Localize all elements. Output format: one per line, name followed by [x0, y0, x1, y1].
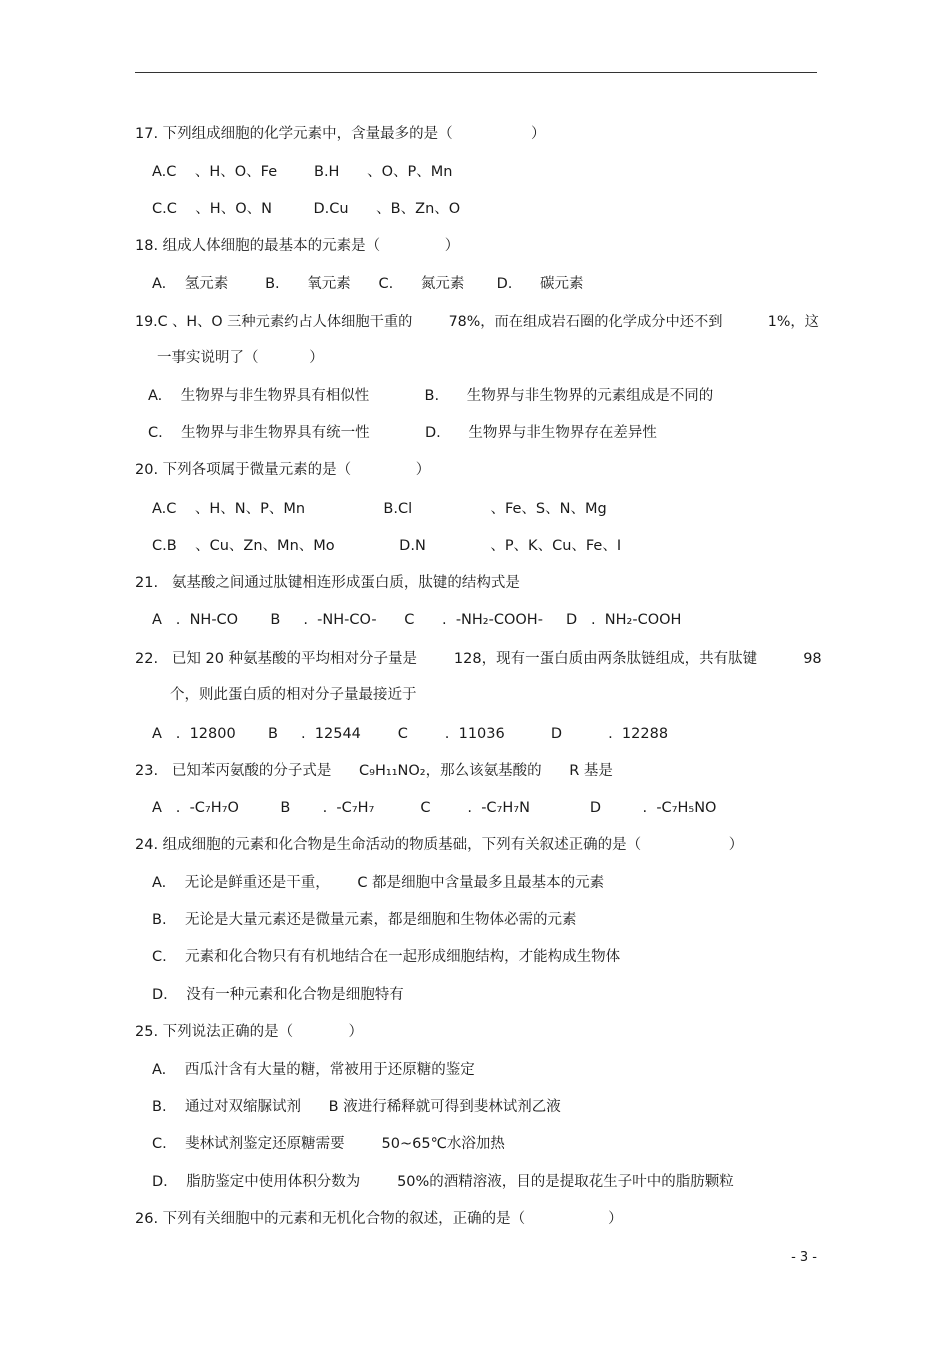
- text-line: 23. 已知苯丙氨酸的分子式是 C₉H₁₁NO₂，那么该氨基酸的 R 基是: [135, 763, 613, 779]
- text-line: 18. 组成人体细胞的最基本的元素是（ ）: [135, 238, 460, 254]
- text-line: A . NH-CO B . -NH-CO- C . -NH₂-COOH- D . NH₂-COOH: [152, 612, 682, 628]
- text-line: C.C 、H、O、N D.Cu 、B、Zn、O: [152, 201, 461, 217]
- text-line: C.B 、Cu、Zn、Mn、Mo D.N 、P、K、Cu、Fe、I: [152, 538, 622, 554]
- text-line: A.C 、H、N、P、Mn B.Cl 、Fe、S、N、Mg: [152, 501, 607, 517]
- page-number: - 3 -: [791, 1250, 817, 1265]
- text-line: 17. 下列组成细胞的化学元素中，含量最多的是（ ）: [135, 126, 546, 142]
- text-line: 一事实说明了（ ）: [157, 350, 324, 366]
- text-line: 25. 下列说法正确的是（ ）: [135, 1024, 363, 1040]
- text-line: A.C 、H、O、Fe B.H 、O、P、Mn: [152, 164, 453, 180]
- text-line: A. 西瓜汁含有大量的糖，常被用于还原糖的鉴定: [152, 1062, 475, 1078]
- text-line: 24. 组成细胞的元素和化合物是生命活动的物质基础，下列有关叙述正确的是（ ）: [135, 837, 744, 853]
- text-line: C. 生物界与非生物界具有统一性 D. 生物界与非生物界存在差异性: [148, 425, 657, 441]
- text-line: A . 12800 B . 12544 C . 11036 D . 12288: [152, 726, 669, 742]
- text-line: B. 无论是大量元素还是微量元素，都是细胞和生物体必需的元素: [152, 912, 577, 928]
- text-line: A. 无论是鲜重还是干重， C 都是细胞中含量最多且最基本的元素: [152, 875, 605, 891]
- text-line: 20. 下列各项属于微量元素的是（ ）: [135, 462, 431, 478]
- text-line: C. 元素和化合物只有有机地结合在一起形成细胞结构，才能构成生物体: [152, 949, 621, 965]
- text-line: D. 没有一种元素和化合物是细胞特有: [152, 987, 404, 1003]
- text-line: A. 氢元素 B. 氧元素 C. 氮元素 D. 碳元素: [152, 276, 584, 292]
- header-rule: [135, 72, 817, 73]
- text-line: C. 斐林试剂鉴定还原糖需要 50~65℃水浴加热: [152, 1136, 505, 1152]
- text-line: 22. 已知 20 种氨基酸的平均相对分子量是 128，现有一蛋白质由两条肽链组成，共有肽键 98: [135, 651, 822, 667]
- text-line: A. 生物界与非生物界具有相似性 B. 生物界与非生物界的元素组成是不同的: [148, 388, 714, 404]
- text-line: D. 脂肪鉴定中使用体积分数为 50%的酒精溶液，目的是提取花生子叶中的脂肪颗粒: [152, 1174, 734, 1190]
- text-line: 19.C 、H、O 三种元素约占人体细胞干重的 78%，而在组成岩石圈的化学成分中还不到 1%，这: [135, 314, 819, 330]
- text-line: 21. 氨基酸之间通过肽键相连形成蛋白质，肽键的结构式是: [135, 575, 520, 591]
- text-line: A . -C₇H₇O B . -C₇H₇ C . -C₇H₇N D . -C₇H₅NO: [152, 800, 717, 816]
- text-line: B. 通过对双缩脲试剂 B 液进行稀释就可得到斐林试剂乙液: [152, 1099, 561, 1115]
- text-line: 26. 下列有关细胞中的元素和无机化合物的叙述，正确的是（ ）: [135, 1211, 623, 1227]
- text-line: 个，则此蛋白质的相对分子量最接近于: [170, 687, 417, 703]
